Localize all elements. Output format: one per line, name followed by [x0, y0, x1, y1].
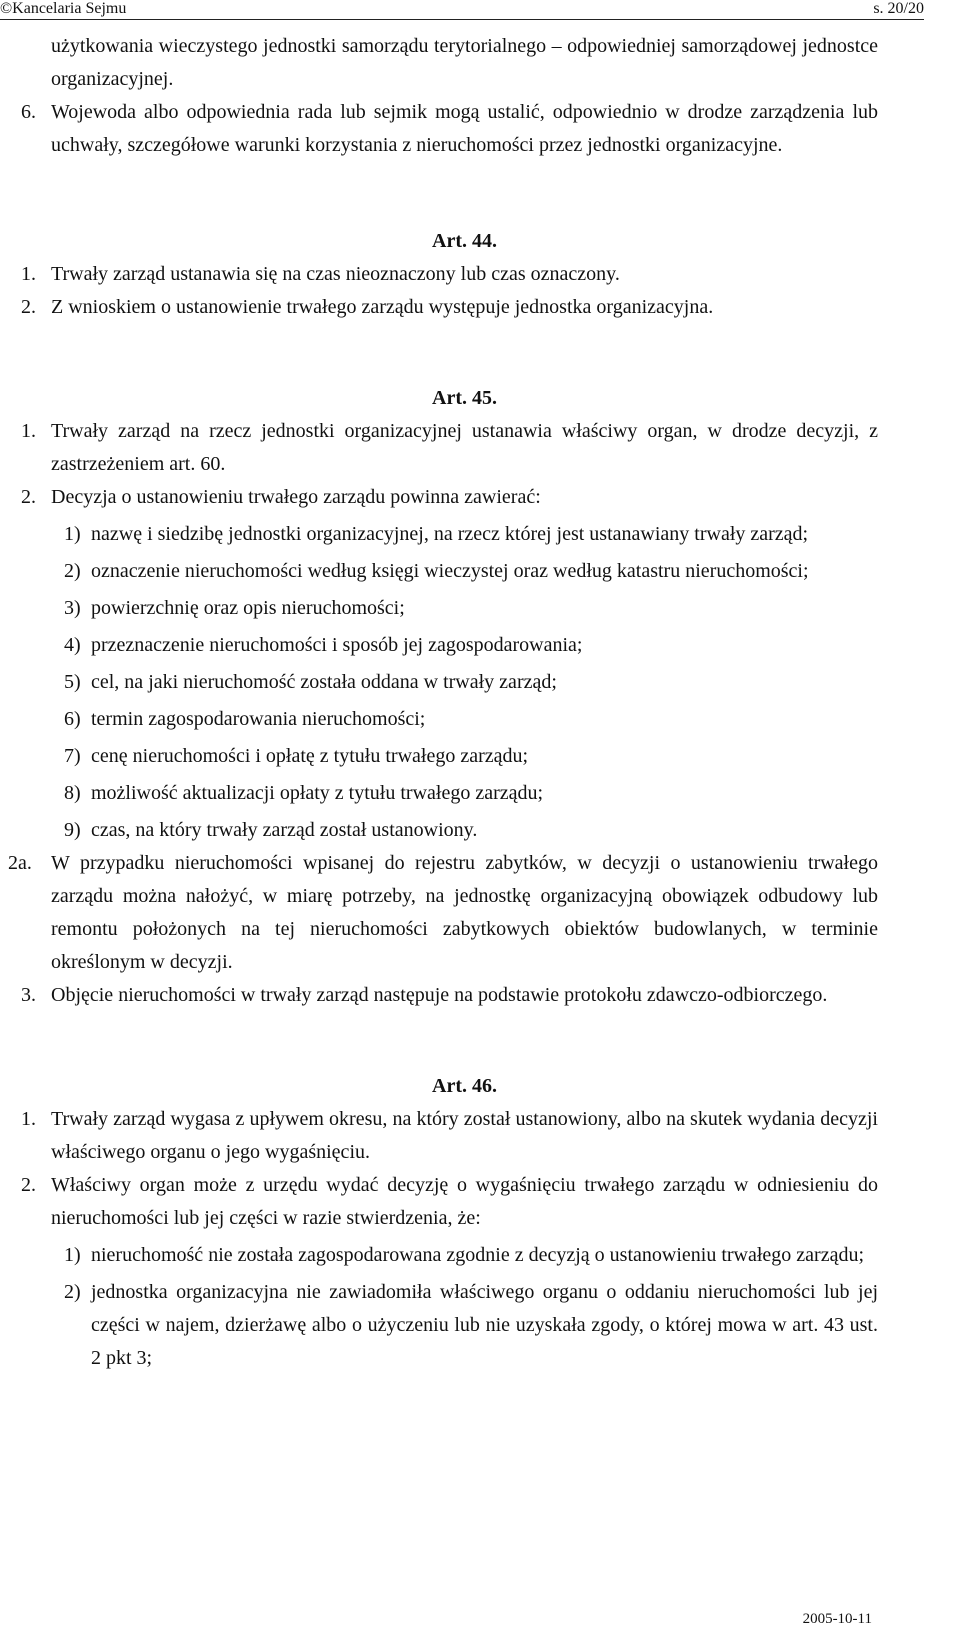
paragraph-number: 2. [21, 296, 36, 318]
paragraph-number: 2. [21, 486, 36, 508]
paragraph-text: Z wnioskiem o ustanowienie trwałego zarządu występuje jednostka organizacyjna. [51, 296, 714, 318]
paragraph-number: 1. [21, 420, 36, 442]
art45-paragraph-1 [0, 415, 878, 481]
paragraph-text: Wojewoda albo odpowiednia rada lub sejmik mogą ustalić, odpowiednio w drodze zarządzenia lub uchwały, szczegółowe warunki korzystania z nieruchomości przez jednostki organizacyjne. [51, 101, 878, 156]
document-body [0, 30, 878, 1375]
paragraph-text: Objęcie nieruchomości w trwały zarząd następuje na podstawie protokołu zdawczo-odbiorczego. [51, 984, 828, 1006]
list-item-number: 4) [64, 634, 81, 656]
paragraph-text: Trwały zarząd wygasa z upływem okresu, na który został ustanowiony, albo na skutek wydania decyzji właściwego organu o jego wygaśnięciu. [51, 1108, 878, 1163]
list-item [0, 814, 878, 847]
art45-item-list [0, 518, 878, 847]
list-item [0, 629, 878, 662]
art46-paragraph-1 [0, 1103, 878, 1169]
list-item-text: cel, na jaki nieruchomość została oddana w trwały zarząd; [91, 671, 557, 693]
list-item [0, 666, 878, 699]
paragraph-number: 1. [21, 263, 36, 285]
list-item [0, 1239, 878, 1272]
list-item-text: przeznaczenie nieruchomości i sposób jej zagospodarowania; [91, 634, 583, 656]
list-item [0, 555, 878, 588]
continuation-text: użytkowania wieczystego jednostki samorządu terytorialnego – odpowiedniej samorządowej jednostce organizacyjnej. [51, 35, 878, 90]
list-item-number: 2) [64, 1281, 81, 1303]
paragraph-number: 6. [21, 101, 36, 123]
article-45-title: Art. 45. [432, 387, 497, 409]
paragraph-text: Właściwy organ może z urzędu wydać decyzję o wygaśnięciu trwałego zarządu w odniesieniu do nieruchomości lub jej części w razie stwierdzenia, że: [51, 1174, 878, 1229]
header-divider [0, 19, 924, 20]
list-item-number: 7) [64, 745, 81, 767]
list-item-text: oznaczenie nieruchomości według księgi wieczystej oraz według katastru nieruchomości; [91, 560, 809, 582]
art44-paragraph-2 [0, 291, 878, 324]
paragraph-6 [0, 96, 878, 162]
header-publisher: ©Kancelaria Sejmu [0, 0, 127, 17]
paragraph-number: 2a. [8, 852, 32, 874]
list-item-text: cenę nieruchomości i opłatę z tytułu trwałego zarządu; [91, 745, 529, 767]
list-item [0, 518, 878, 551]
document-date: 2005-10-11 [802, 1611, 872, 1627]
list-item-text: możliwość aktualizacji opłaty z tytułu trwałego zarządu; [91, 782, 544, 804]
list-item-text: nieruchomość nie została zagospodarowana zgodnie z decyzją o ustanowieniu trwałego zarządu; [91, 1244, 865, 1266]
paragraph-text: Decyzja o ustanowieniu trwałego zarządu powinna zawierać: [51, 486, 541, 508]
list-item-number: 1) [64, 1244, 81, 1266]
art45-paragraph-2a [0, 847, 878, 979]
paragraph-text: Trwały zarząd ustanawia się na czas nieoznaczony lub czas oznaczony. [51, 263, 620, 285]
list-item-number: 3) [64, 597, 81, 619]
art44-paragraph-1 [0, 258, 878, 291]
list-item-text: nazwę i siedzibę jednostki organizacyjnej, na rzecz której jest ustanawiany trwały zarząd; [91, 523, 809, 545]
art46-paragraph-2 [0, 1169, 878, 1235]
list-item-number: 6) [64, 708, 81, 730]
art46-item-list [0, 1239, 878, 1375]
art45-paragraph-3 [0, 979, 878, 1012]
list-item-text: termin zagospodarowania nieruchomości; [91, 708, 426, 730]
list-item [0, 592, 878, 625]
paragraph-text: W przypadku nieruchomości wpisanej do rejestru zabytków, w decyzji o ustanowieniu trwałego zarządu można nałożyć, w miarę potrzeby, na jednostkę organizacyjną obowiązek odbudowy lub remontu położonych na tej nieruchomości zabytkowych obiektów budowlanych, w terminie określonym w decyzji. [51, 852, 878, 973]
article-46-title: Art. 46. [432, 1075, 497, 1097]
list-item-text: czas, na który trwały zarząd został ustanowiony. [91, 819, 478, 841]
list-item-number: 5) [64, 671, 81, 693]
list-item [0, 703, 878, 736]
list-item-number: 2) [64, 560, 81, 582]
art45-paragraph-2 [0, 481, 878, 514]
list-item-number: 8) [64, 782, 81, 804]
paragraph-number: 3. [21, 984, 36, 1006]
list-item [0, 1276, 878, 1375]
paragraph-text: Trwały zarząd na rzecz jednostki organizacyjnej ustanawia właściwy organ, w drodze decyzji, z zastrzeżeniem art. 60. [51, 420, 878, 475]
list-item-number: 9) [64, 819, 81, 841]
page-number: s. 20/20 [873, 0, 924, 17]
list-item [0, 777, 878, 810]
paragraph-number: 2. [21, 1174, 36, 1196]
article-44-title: Art. 44. [432, 230, 497, 252]
list-item-number: 1) [64, 523, 81, 545]
paragraph-number: 1. [21, 1108, 36, 1130]
list-item-text: powierzchnię oraz opis nieruchomości; [91, 597, 405, 619]
list-item-text: jednostka organizacyjna nie zawiadomiła właściwego organu o oddaniu nieruchomości lub jej części w najem, dzierżawę albo o użyczeniu lub nie uzyskała zgody, o której mowa w art. 43 ust. 2 pkt 3; [91, 1281, 878, 1369]
list-item [0, 740, 878, 773]
